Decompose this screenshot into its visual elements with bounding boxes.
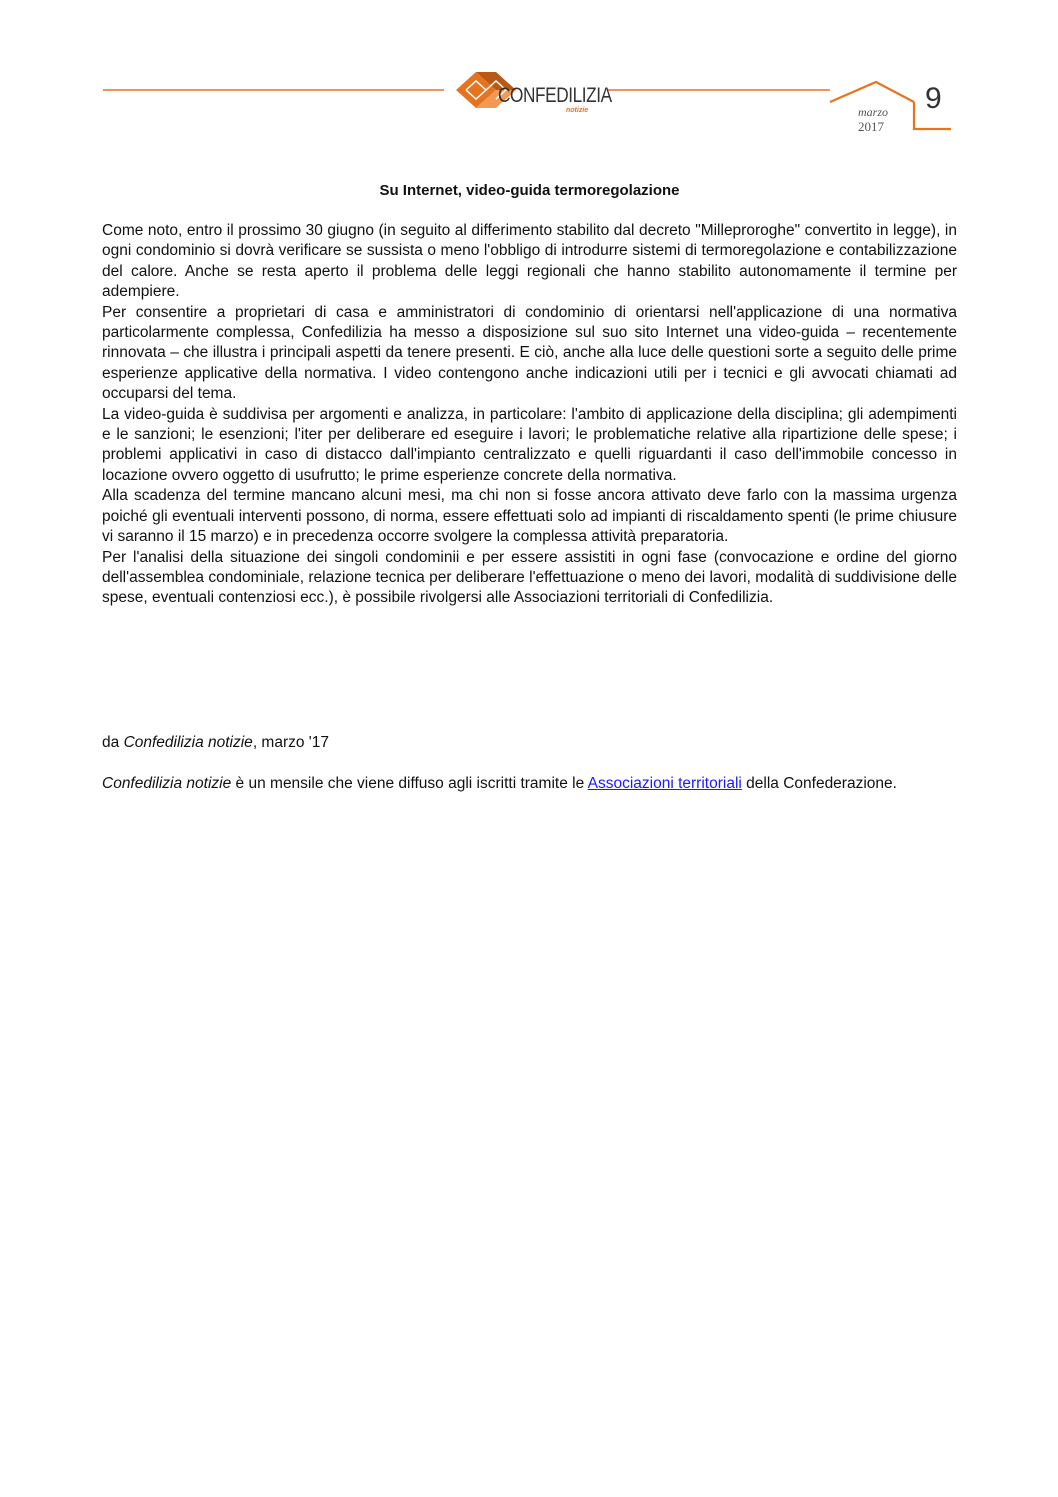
issue-year: 2017 (858, 119, 884, 134)
logo-subtitle: notizie (566, 107, 589, 114)
article-paragraph: Alla scadenza del termine mancano alcuni mesi, ma chi non si fosse ancora attivato deve farlo con la massima urgenza poiché gli eventuali interventi possono, di norma, essere effettuati solo ad impianti di riscaldamento spenti (le prime chiusure vi saranno il 15 marzo) e in precedenza occorre svolgere la complessa attività preparatoria. (102, 487, 957, 546)
article-paragraph: Come noto, entro il prossimo 30 giugno (in seguito al differimento stabilito dal decreto "Milleproroghe" convertito in legge), in ogni condominio si dovrà verificare se sussista o meno l'obbligo di introdurre sistemi di termoregolazione e contabilizzazione del calore. Anche se resta aperto il problema delle leggi regionali che hanno stabilito autonomamente il termine per adempiere. (102, 222, 957, 301)
page-number: 9 (925, 82, 942, 115)
page-header (0, 0, 1058, 150)
article-body (102, 221, 957, 609)
source-credit (102, 733, 957, 753)
article-paragraph: Per consentire a proprietari di casa e amministratori di condominio di orientarsi nell'applicazione di una normativa particolarmente complessa, Confedilizia ha messo a disposizione sul suo sito Internet una video-guida – recentemente rinnovata – che illustra i principali aspetti da tenere presenti. E ciò, anche alla luce delle questioni sorte a seguito delle prime esperienze applicative della normativa. I video contengono anche indicazioni utili per i tecnici e gli avvocati chiamati ad occuparsi del tema. (102, 303, 957, 403)
desc-text-1: è un mensile che viene diffuso agli iscritti tramite le (231, 775, 588, 793)
article-footer (102, 733, 957, 795)
issue-month: marzo (858, 105, 889, 119)
credit-prefix: da (102, 734, 124, 751)
header-graphics (0, 0, 1058, 150)
associazioni-territoriali-link[interactable]: Associazioni territoriali (587, 775, 742, 793)
article-paragraph: La video-guida è suddivisa per argomenti e analizza, in particolare: l'ambito di applicazione della disciplina; gli adempimenti e le sanzioni; le esenzioni; l'iter per deliberare ed eseguire i lavori; le problematiche relative alla ripartizione delle spese; i problemi applicativi in caso di distacco dall'impianto centralizzato e quelli riguardanti il caso dell'immobile concesso in locazione ovvero oggetto di usufrutto; le prime esperienze concrete della normativa. (102, 405, 957, 484)
desc-text-2: della Confederazione. (741, 775, 897, 793)
article-title: Su Internet, video-guida termoregolazione (379, 182, 680, 199)
credit-source: Confedilizia notizie (123, 734, 253, 751)
desc-source: Confedilizia notizie (102, 775, 232, 793)
publication-description (102, 774, 957, 794)
logo-text: CONFEDILIZIA (498, 84, 612, 107)
article-paragraph: Per l'analisi della situazione dei singoli condominii e per essere assistiti in ogni fase (convocazione e ordine del giorno dell'assemblea condominiale, relazione tecnica per deliberare l'effettuazione o meno dei lavori, modalità di suddivisione delle spese, eventuali contenziosi ecc.), è possibile rivolgersi alle Associazioni territoriali di Confedilizia. (102, 548, 957, 607)
credit-suffix: , marzo '17 (252, 734, 329, 751)
